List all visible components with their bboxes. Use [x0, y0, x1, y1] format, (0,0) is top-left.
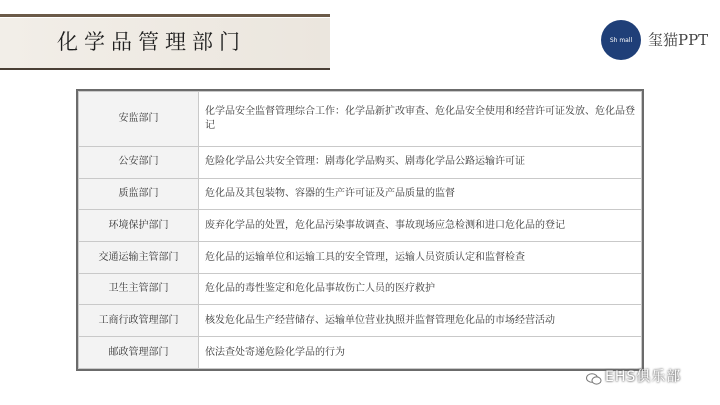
departments-table-grid — [78, 91, 642, 369]
table-row — [79, 242, 642, 274]
departments-table — [76, 89, 644, 371]
table-row — [79, 305, 642, 337]
brand-name: 玺猫PPT — [648, 31, 709, 49]
wechat-icon — [586, 370, 602, 382]
watermark-text: EHS俱乐部 — [605, 369, 682, 385]
table-row — [79, 146, 642, 178]
desc-cell: 废弃化学品的处置，危化品污染事故调查、事故现场应急检测和进口危化品的登记 — [199, 210, 642, 242]
desc-cell: 依法查处寄递危险化学品的行为 — [199, 337, 642, 369]
desc-cell: 危化品的毒性鉴定和危化品事故伤亡人员的医疗救护 — [199, 273, 642, 305]
dept-cell: 工商行政管理部门 — [79, 305, 199, 337]
brand-logo-text: Sh mall — [609, 36, 633, 44]
desc-cell: 核发危化品生产经营储存、运输单位营业执照并监督管理危化品的市场经营活动 — [199, 305, 642, 337]
desc-cell: 化学品安全监督管理综合工作：化学品新扩改审查、危化品安全使用和经营许可证发放、危化品登记 — [199, 92, 642, 147]
page-title: 化学品管理部门 — [57, 30, 246, 54]
desc-cell: 危化品及其包装物、容器的生产许可证及产品质量的监督 — [199, 178, 642, 210]
desc-cell: 危险化学品公共安全管理：剧毒化学品购买、剧毒化学品公路运输许可证 — [199, 146, 642, 178]
desc-cell: 危化品的运输单位和运输工具的安全管理，运输人员资质认定和监督检查 — [199, 242, 642, 274]
dept-cell: 卫生主管部门 — [79, 273, 199, 305]
dept-cell: 环境保护部门 — [79, 210, 199, 242]
header-top-stripe — [0, 14, 330, 17]
table-row — [79, 178, 642, 210]
header-bottom-stripe — [0, 68, 330, 70]
brand-logo — [601, 20, 641, 60]
table-row — [79, 92, 642, 147]
dept-cell: 质监部门 — [79, 178, 199, 210]
table-row — [79, 337, 642, 369]
dept-cell: 公安部门 — [79, 146, 199, 178]
table-row — [79, 210, 642, 242]
dept-cell: 邮政管理部门 — [79, 337, 199, 369]
watermark — [586, 366, 681, 386]
table-row — [79, 273, 642, 305]
dept-cell: 交通运输主管部门 — [79, 242, 199, 274]
dept-cell: 安监部门 — [79, 92, 199, 147]
